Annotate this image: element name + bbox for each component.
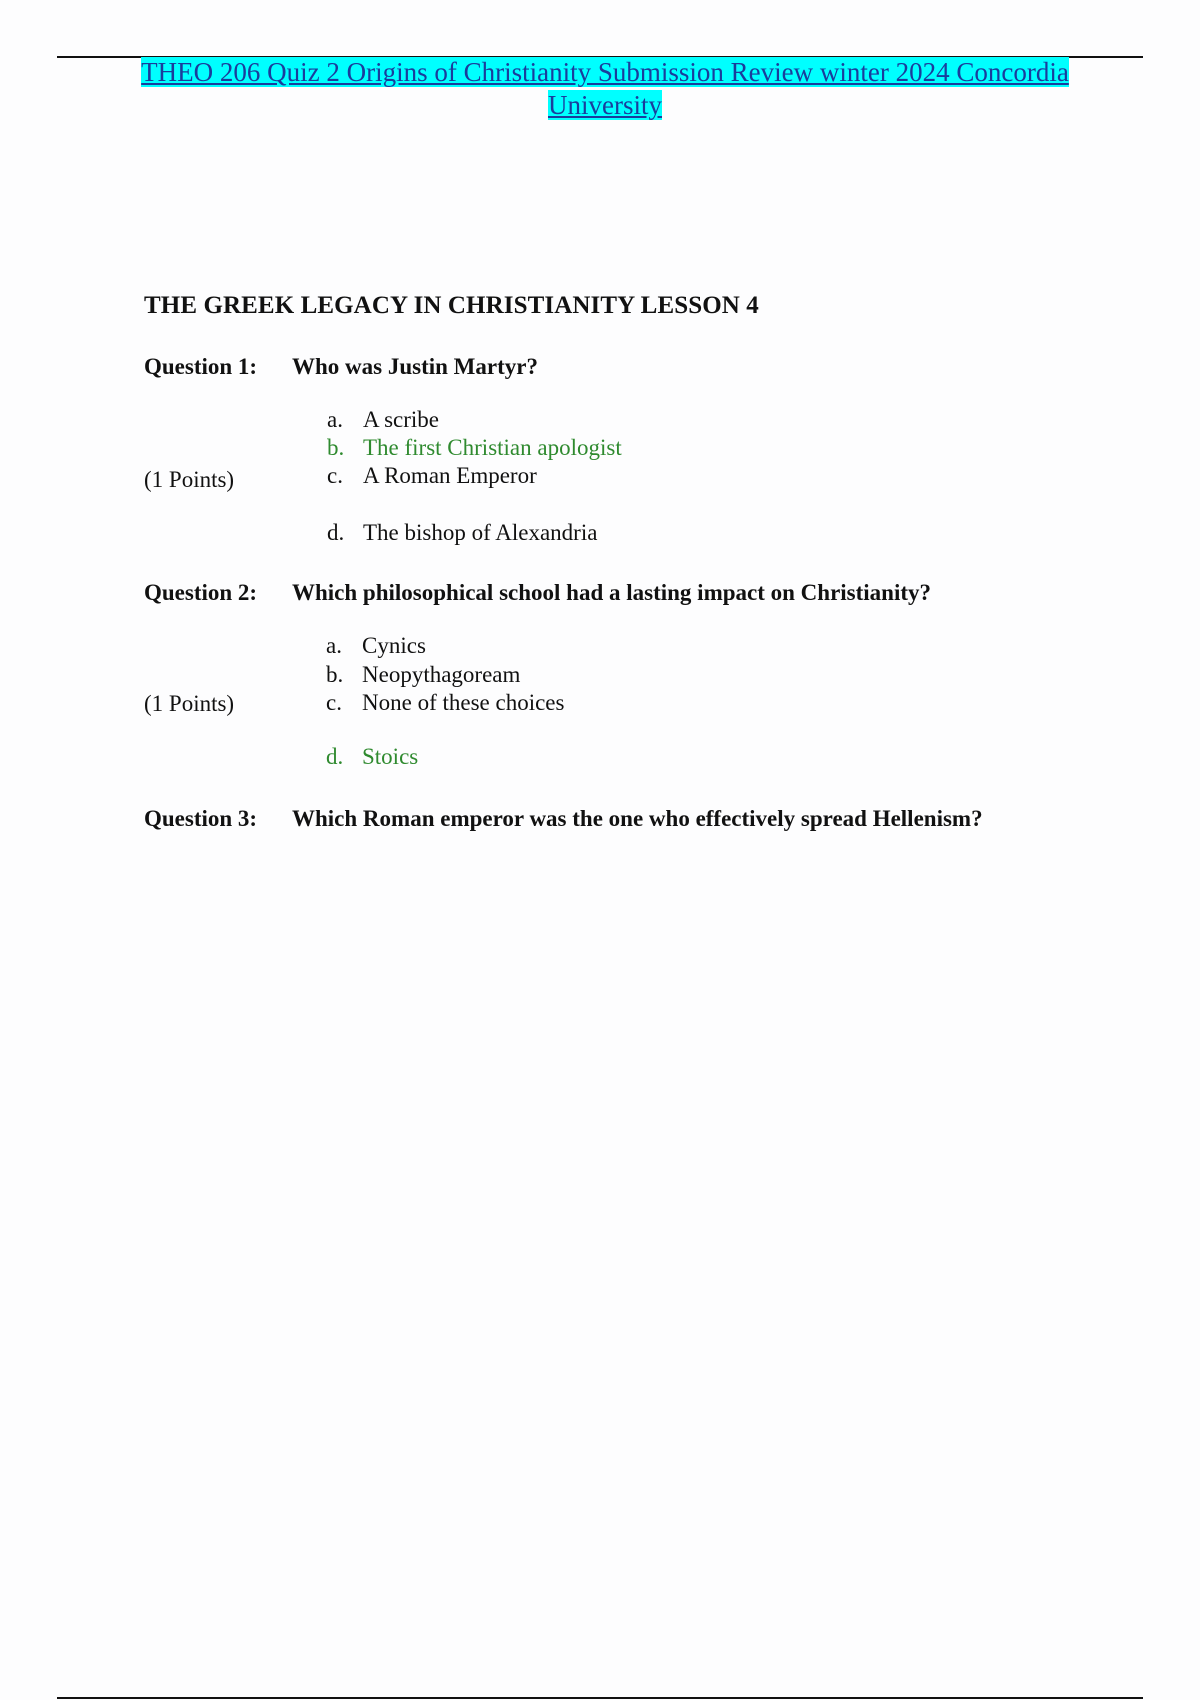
- question-2: [144, 580, 931, 606]
- option-letter: c.: [327, 463, 343, 488]
- option-letter: a.: [326, 633, 342, 658]
- answer-option-correct: [326, 744, 418, 770]
- answer-option: [327, 520, 597, 546]
- option-text: The bishop of Alexandria: [363, 520, 598, 545]
- answer-option: [326, 690, 564, 716]
- document-title[interactable]: [110, 56, 1100, 122]
- question-points: (1 Points): [144, 467, 235, 492]
- bottom-rule: [57, 1697, 1143, 1699]
- option-letter: b.: [326, 662, 344, 687]
- option-text: A scribe: [363, 407, 440, 432]
- option-letter: a.: [327, 407, 343, 432]
- option-text: Stoics: [362, 744, 419, 769]
- question-text: Which philosophical school had a lasting impact on Christianity?: [292, 580, 932, 605]
- section-heading: THE GREEK LEGACY IN CHRISTIANITY LESSON 4: [144, 292, 759, 319]
- answer-option: [326, 662, 520, 688]
- option-letter: d.: [326, 744, 344, 769]
- document-title-link[interactable]: THEO 206 Quiz 2 Origins of Christianity Submission Review winter 2024 Concordia University: [141, 57, 1069, 120]
- question-label: Question 2:: [144, 580, 258, 605]
- option-text: A Roman Emperor: [363, 463, 537, 488]
- option-text: None of these choices: [362, 690, 565, 715]
- question-text: Who was Justin Martyr?: [292, 354, 538, 379]
- answer-option: [327, 463, 537, 489]
- question-text: Which Roman emperor was the one who effectively spread Hellenism?: [292, 806, 983, 831]
- option-text: Cynics: [362, 633, 426, 658]
- option-letter: b.: [327, 435, 345, 460]
- question-points: (1 Points): [144, 691, 235, 716]
- option-letter: d.: [327, 520, 345, 545]
- question-label: Question 1:: [144, 354, 258, 379]
- answer-option-correct: [327, 435, 622, 461]
- question-1: [144, 354, 538, 380]
- option-letter: c.: [326, 690, 342, 715]
- answer-option: [327, 407, 439, 433]
- answer-option: [326, 633, 426, 659]
- option-text: Neopythagoream: [362, 662, 521, 687]
- question-label: Question 3:: [144, 806, 258, 831]
- question-3: [144, 806, 983, 832]
- option-text: The first Christian apologist: [363, 435, 622, 460]
